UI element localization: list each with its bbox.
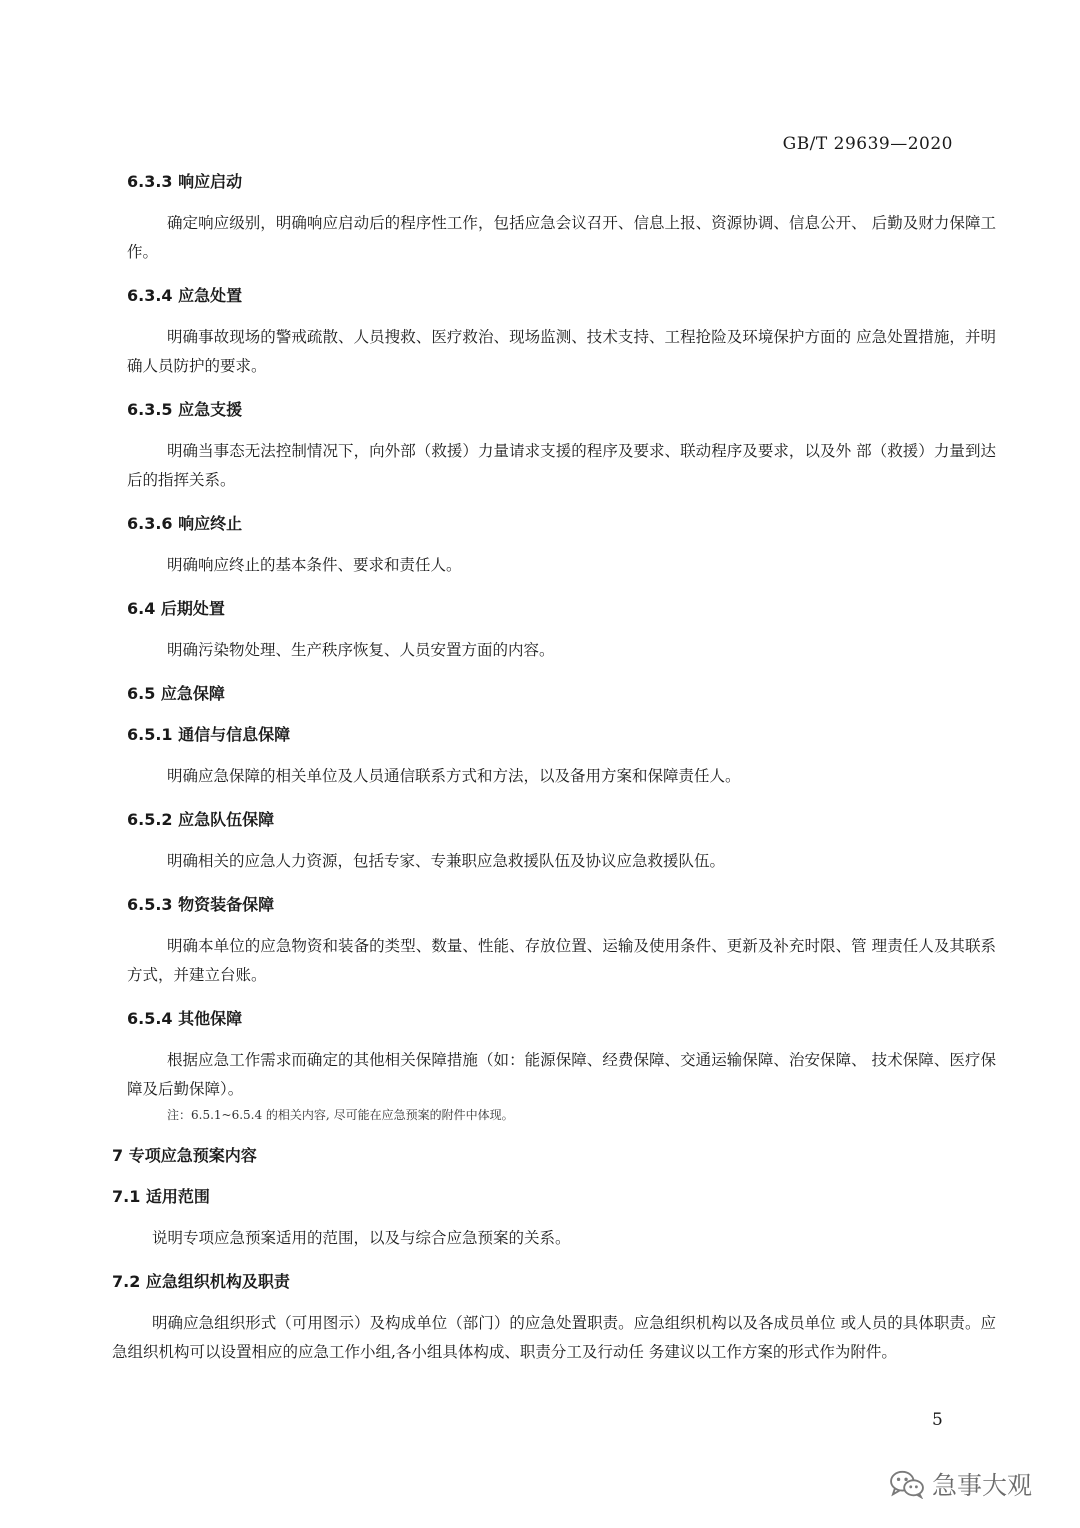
- section-heading: 6.5.2 应急队伍保障: [127, 810, 275, 829]
- section-body: 说明专项应急预案适用的范围，以及与综合应急预案的关系。: [152, 1229, 571, 1247]
- section-body: 明确相关的应急人力资源，包括专家、专兼职应急救援队伍及协议应急救援队伍。: [167, 852, 726, 870]
- wechat-icon: [888, 1469, 926, 1499]
- section-heading: 6.5 应急保障: [127, 684, 225, 703]
- section-heading: 6.3.4 应急处置: [127, 286, 243, 305]
- section-body: 明确事故现场的警戒疏散、人员搜救、医疗救治、现场监测、技术支持、工程抢险及环境保护方面的 应急处置措施，并明确人员防护的要求。: [127, 328, 996, 375]
- section-heading: 6.5.4 其他保障: [127, 1009, 243, 1028]
- note-text: 注：6.5.1~6.5.4 的相关内容, 尽可能在应急预案的附件中体现。: [167, 1108, 514, 1122]
- section-body: 根据应急工作需求而确定的其他相关保障措施（如：能源保障、经费保障、交通运输保障、治安保障、 技术保障、医疗保障及后勤保障）。: [127, 1051, 996, 1098]
- chapter-heading: 7 专项应急预案内容: [112, 1146, 257, 1165]
- section-heading: 6.3.6 响应终止: [127, 514, 243, 533]
- section-body: 明确本单位的应急物资和装备的类型、数量、性能、存放位置、运输及使用条件、更新及补充时限、管 理责任人及其联系方式，并建立台账。: [127, 937, 996, 984]
- section-body: 明确当事态无法控制情况下，向外部（救援）力量请求支援的程序及要求、联动程序及要求，以及外 部（救援）力量到达后的指挥关系。: [127, 442, 996, 489]
- section-body: 明确应急组织形式（可用图示）及构成单位（部门）的应急处置职责。应急组织机构以及各成员单位 或人员的具体职责。应急组织机构可以设置相应的应急工作小组,各小组具体构成、职责分工及行动任 务建议以工作方案的形式作为附件。: [112, 1314, 996, 1361]
- section-body: 明确污染物处理、生产秩序恢复、人员安置方面的内容。: [167, 641, 555, 659]
- section-body: 明确响应终止的基本条件、要求和责任人。: [167, 556, 462, 574]
- page-number: 5: [932, 1410, 943, 1430]
- section-heading: 6.3.5 应急支援: [127, 400, 243, 419]
- section-heading: 7.2 应急组织机构及职责: [112, 1272, 290, 1291]
- watermark-text: 急事大观: [932, 1471, 1033, 1500]
- section-heading: 6.5.3 物资装备保障: [127, 895, 275, 914]
- section-heading: 6.5.1 通信与信息保障: [127, 725, 291, 744]
- standard-number: GB/T 29639—2020: [782, 134, 953, 154]
- section-body: 明确应急保障的相关单位及人员通信联系方式和方法，以及备用方案和保障责任人。: [167, 767, 741, 785]
- watermark: [888, 1466, 1032, 1502]
- document-content: [0, 172, 1080, 1386]
- section-heading: 6.3.3 响应启动: [127, 172, 243, 191]
- section-body: 确定响应级别，明确响应启动后的程序性工作，包括应急会议召开、信息上报、资源协调、信息公开、 后勤及财力保障工作。: [127, 214, 996, 261]
- section-heading: 7.1 适用范围: [112, 1187, 210, 1206]
- section-heading: 6.4 后期处置: [127, 599, 225, 618]
